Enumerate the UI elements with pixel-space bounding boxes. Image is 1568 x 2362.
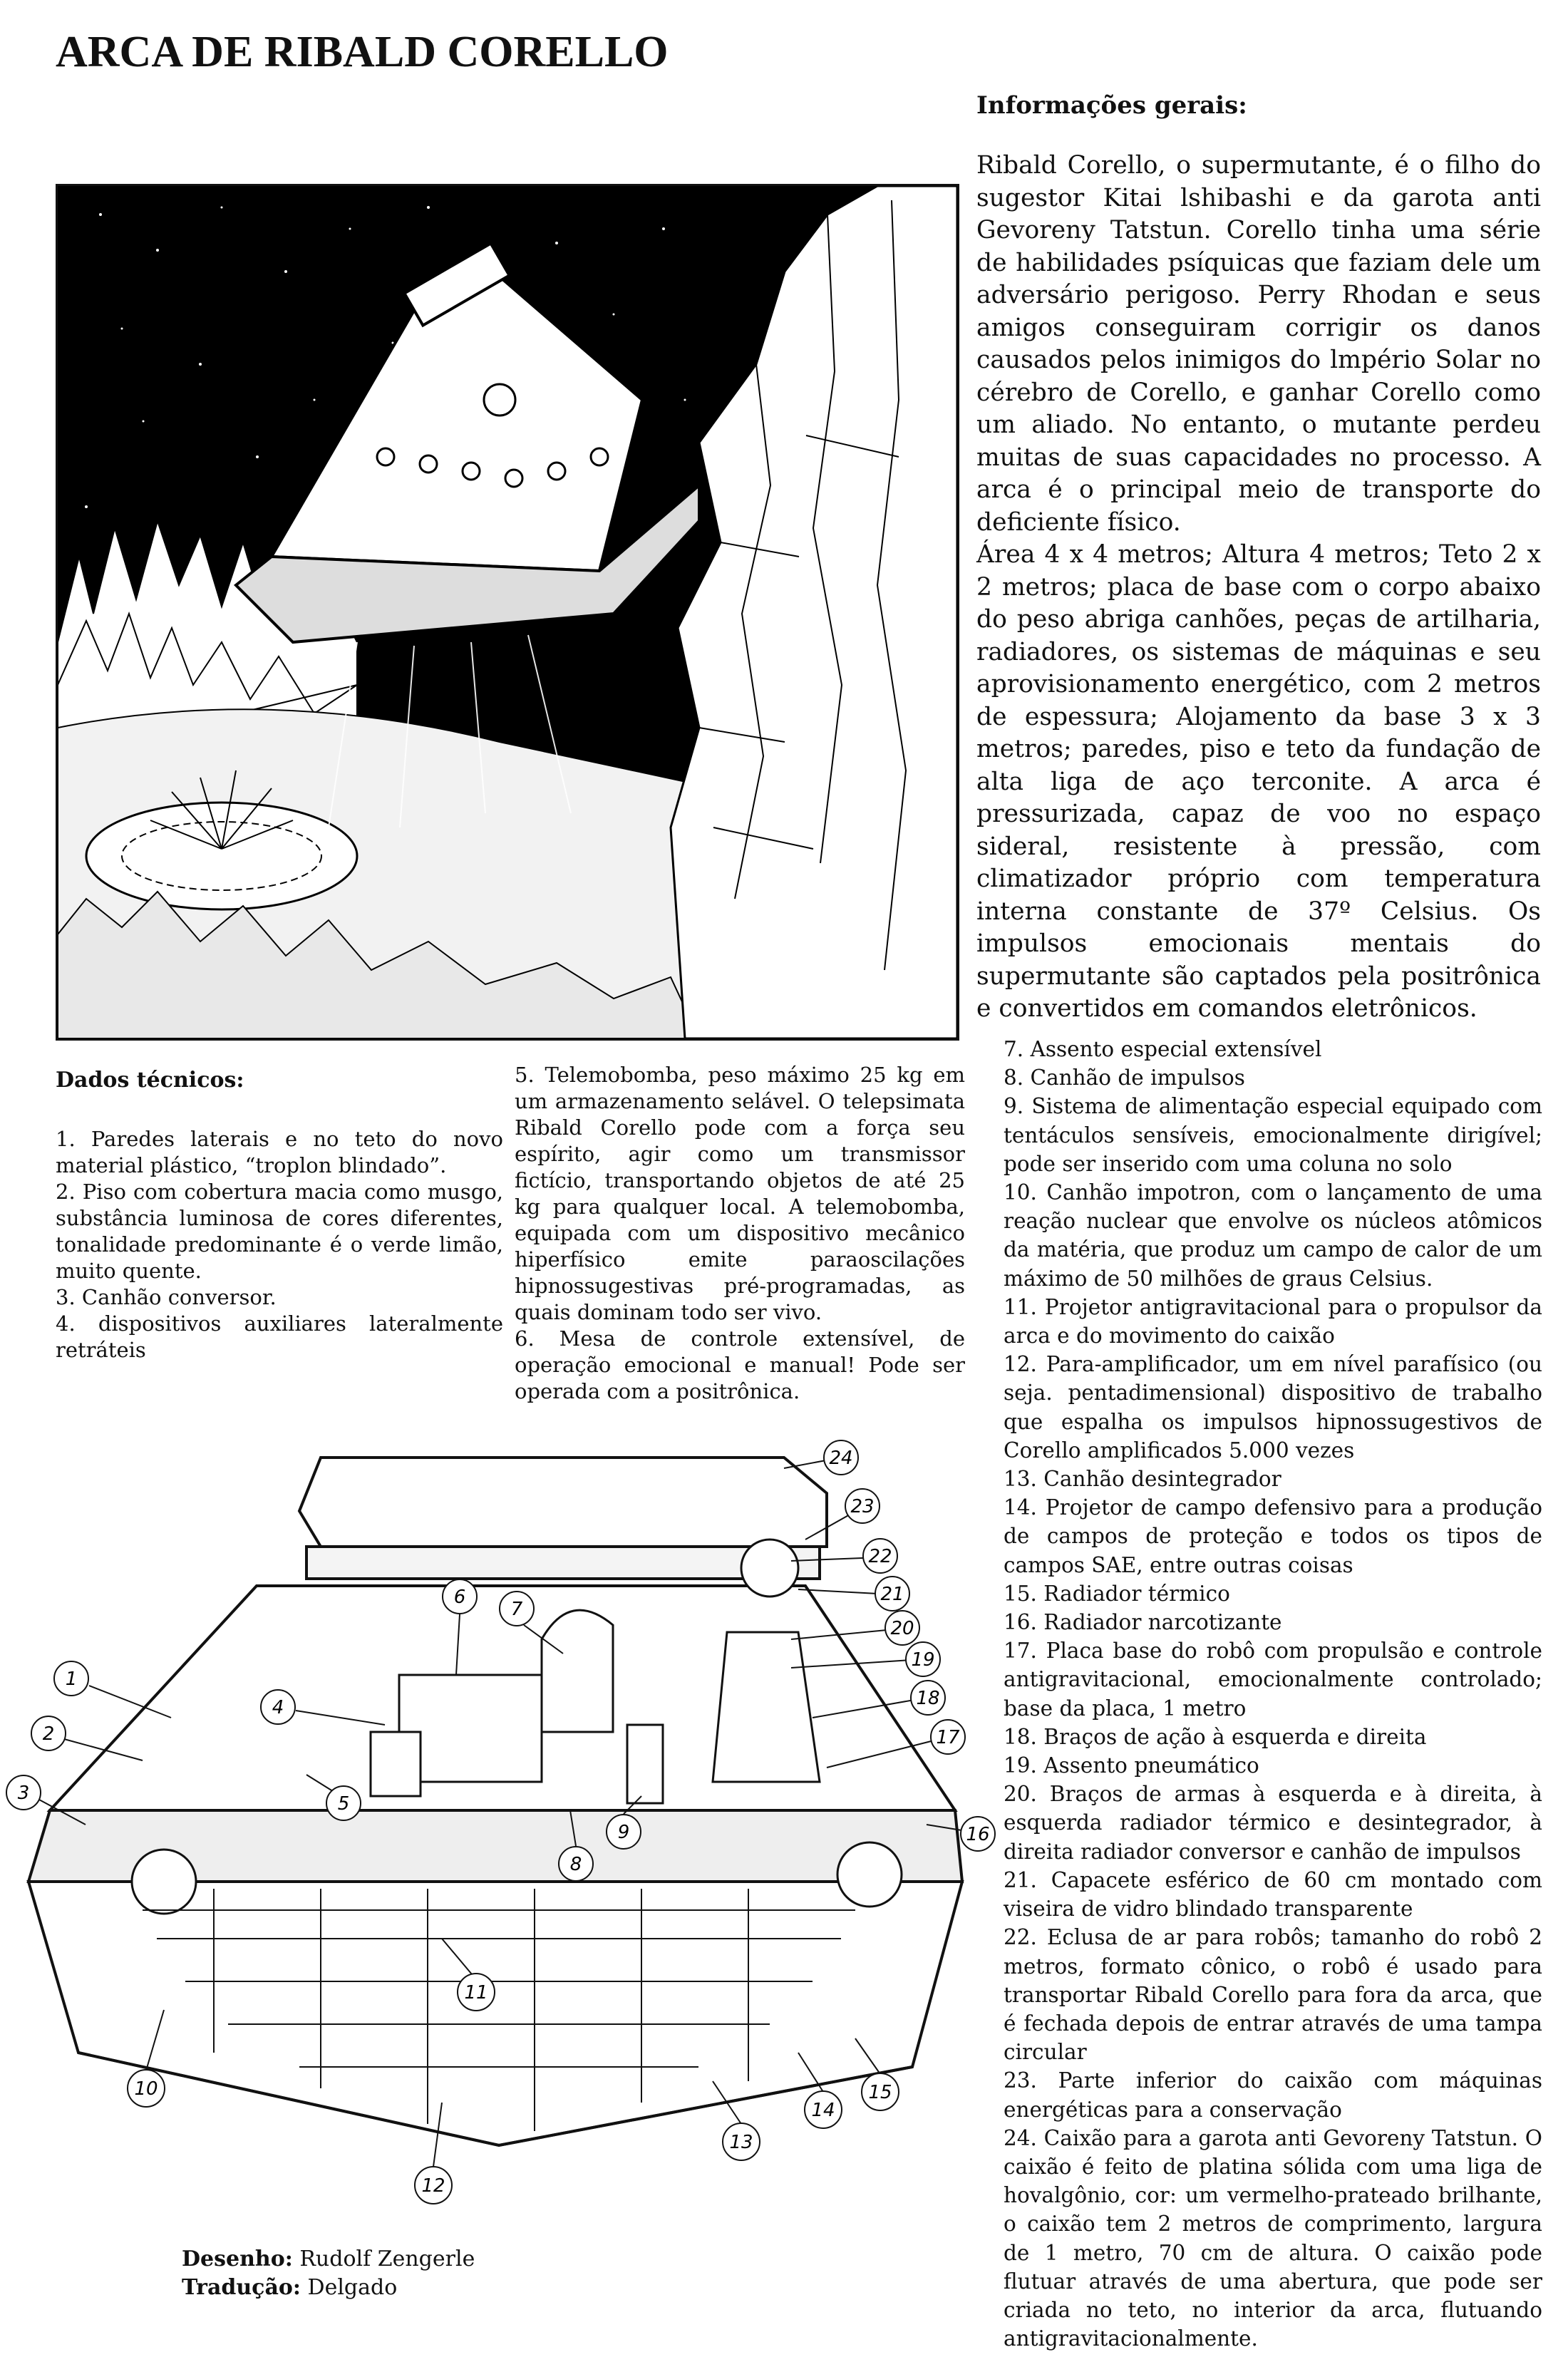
svg-text:9: 9 — [617, 1822, 630, 1843]
svg-text:2: 2 — [42, 1723, 55, 1745]
technical-item: 1. Paredes laterais e no teto do novo material plástico, “troplon blindado”. — [56, 1127, 503, 1177]
technical-item: 19. Assento pneumático — [1004, 1753, 1259, 1778]
callout-13 — [723, 2123, 760, 2160]
callout-20 — [885, 1611, 919, 1645]
callout-5 — [326, 1786, 361, 1820]
technical-item: 5. Telemobomba, peso máximo 25 kg em um armazenamento selável. O telepsimata Ribald Corello pode com a força seu espírito, agir como um transmissor fictício, transportando objetos de até 25 kg para qualquer local. A telemobomba, equipada com um dispositivo mecânico hiperfísico emite paraoscilações hipnossugestivas pré-programadas, as quais dominam todo ser vivo. — [515, 1063, 965, 1324]
callout-23 — [845, 1489, 880, 1523]
callout-4 — [261, 1690, 295, 1724]
technical-item: 13. Canhão desintegrador — [1004, 1467, 1281, 1492]
general-info-paragraph: Área 4 x 4 metros; Altura 4 metros; Teto 2 x 2 metros; placa de base com o corpo abaixo do peso abriga canhões, peças de artilharia, radiadores, os sistemas de máquinas e seu aprovisionamento energético, com 2 metros de espessura; Alojamento da base 3 x 3 metros; paredes, piso e teto da fundação de alta liga de aço terconite. A arca é pressurizada, capaz de voo no espaço sideral, resistente à pressão, com climatizador próprio com temperatura interna constante de 37º Celsius. Os impulsos emocionais mentais do supermutante são captados pela positrônica e convertidos em comandos eletrônicos. — [976, 540, 1541, 1023]
callout-1 — [54, 1661, 88, 1696]
svg-text:16: 16 — [966, 1824, 990, 1845]
ark-cutaway-outline — [29, 1458, 962, 2145]
credit-translation-value: Delgado — [307, 2275, 398, 2300]
technical-item: 9. Sistema de alimentação especial equipado com tentáculos sensíveis, emocionalmente dirigível; pode ser inserido com uma coluna no solo — [1004, 1094, 1542, 1176]
svg-text:20: 20 — [890, 1618, 914, 1639]
page-title: ARCA DE RIBALD CORELLO — [56, 28, 669, 76]
ark-illustration-drawing — [58, 186, 957, 1038]
technical-item: 23. Parte inferior do caixão com máquinas energéticas para a conservação — [1004, 2068, 1542, 2122]
credit-drawing — [182, 2245, 475, 2274]
svg-text:11: 11 — [464, 1982, 488, 2003]
callout-22 — [863, 1539, 897, 1573]
callout-7 — [500, 1592, 534, 1626]
callout-14 — [805, 2091, 842, 2128]
callout-3 — [6, 1775, 41, 1810]
svg-text:8: 8 — [569, 1854, 582, 1875]
technical-item: 12. Para-amplificador, um em nível parafísico (ou seja. pentadimensional) dispositivo de trabalho que espalha os impulsos hipnossugestivos de Corello amplificados 5.000 vezes — [1004, 1352, 1542, 1463]
svg-text:22: 22 — [868, 1546, 892, 1567]
technical-item: 16. Radiador narcotizante — [1004, 1610, 1282, 1635]
svg-text:5: 5 — [337, 1793, 350, 1815]
technical-item: 18. Braços de ação à esquerda e direita — [1004, 1724, 1427, 1749]
technical-column-3 — [1004, 1035, 1542, 2353]
callout-12 — [415, 2167, 452, 2204]
technical-item: 15. Radiador térmico — [1004, 1581, 1230, 1606]
general-info-body — [976, 150, 1541, 1026]
cutaway-diagram-drawing — [0, 1425, 998, 2224]
svg-text:12: 12 — [421, 2175, 445, 2197]
credits — [182, 2245, 475, 2302]
general-info-paragraph: Ribald Corello, o supermutante, é o filho do sugestor Kitai lshibashi e da garota anti Gevoreny Tatstun. Corello tinha uma série de habilidades psíquicas que faziam dele um adversário perigoso. Perry Rhodan e seus amigos conseguiram corrigir os danos causados pelos inimigos do lmpério Solar no cérebro de Corello, e ganhar Corello como um aliado. No entanto, o mutante perdeu muitas de suas capacidades no processo. A arca é o principal meio de transporte do deficiente físico. — [976, 151, 1541, 537]
technical-item: 22. Eclusa de ar para robôs; tamanho do robô 2 metros, formato cônico, o robô é usado para transportar Ribald Corello para fora da arca, que é fechada depois de entrar através de uma tampa circular — [1004, 1925, 1542, 2065]
callout-8 — [559, 1847, 593, 1881]
general-info-heading: Informações gerais: — [976, 91, 1247, 120]
svg-text:7: 7 — [510, 1599, 523, 1620]
technical-data-heading: Dados técnicos: — [56, 1068, 244, 1093]
svg-text:3: 3 — [17, 1783, 30, 1804]
svg-text:21: 21 — [880, 1584, 904, 1605]
credit-drawing-label: Desenho: — [182, 2247, 293, 2271]
callout-21 — [875, 1577, 909, 1611]
callout-24 — [824, 1440, 858, 1475]
technical-column-2 — [515, 1062, 965, 1405]
svg-text:23: 23 — [850, 1496, 875, 1517]
callout-17 — [931, 1720, 965, 1754]
callout-10 — [128, 2070, 165, 2107]
credit-translation-label: Tradução: — [182, 2275, 301, 2300]
cutaway-diagram — [0, 1425, 998, 2224]
callout-19 — [906, 1642, 940, 1676]
credit-translation — [182, 2274, 475, 2302]
technical-item: 20. Braços de armas à esquerda e à direita, à esquerda radiador térmico e desintegrador, à direita radiador conversor e canhão de impulsos — [1004, 1782, 1542, 1864]
callout-11 — [458, 1974, 495, 2011]
svg-text:4: 4 — [272, 1697, 284, 1718]
technical-item: 24. Caixão para a garota anti Gevoreny Tatstun. O caixão é feito de platina sólida com uma liga de hovalgônio, cor: um vermelho-prateado brilhante, o caixão tem 2 metros de comprimento, largura de 1 metro, 70 cm de altura. O caixão pode flutuar através de uma abertura, que pode ser criada no teto, no interior da arca, flutuando antigravitacionalmente. — [1004, 2125, 1542, 2351]
svg-text:13: 13 — [729, 2132, 753, 2153]
callout-6 — [443, 1579, 477, 1614]
svg-text:6: 6 — [453, 1587, 466, 1608]
svg-text:19: 19 — [911, 1649, 935, 1671]
technical-item: 11. Projetor antigravitacional para o propulsor da arca e do movimento do caixão — [1004, 1294, 1542, 1348]
callout-15 — [862, 2073, 899, 2110]
svg-text:24: 24 — [829, 1448, 853, 1469]
svg-text:14: 14 — [811, 2100, 835, 2121]
callout-18 — [911, 1681, 945, 1715]
svg-text:10: 10 — [134, 2078, 158, 2100]
ark-illustration — [56, 184, 959, 1041]
technical-item: 6. Mesa de controle extensível, de operação emocional e manual! Pode ser operada com a positrônica. — [515, 1326, 965, 1403]
technical-item: 4. dispositivos auxiliares lateralmente retráteis — [56, 1311, 503, 1362]
svg-text:18: 18 — [916, 1688, 940, 1709]
svg-text:15: 15 — [868, 2082, 892, 2103]
technical-item: 3. Canhão conversor. — [56, 1285, 277, 1309]
callout-2 — [31, 1716, 66, 1750]
technical-column-1 — [56, 1126, 503, 1363]
callout-9 — [607, 1815, 641, 1849]
svg-text:1: 1 — [65, 1669, 78, 1690]
technical-item: 14. Projetor de campo defensivo para a produção de campos de proteção e todos os tipos de campos SAE, entre outras coisas — [1004, 1495, 1542, 1577]
technical-item: 21. Capacete esférico de 60 cm montado com viseira de vidro blindado transparente — [1004, 1867, 1542, 1922]
credit-drawing-value: Rudolf Zengerle — [299, 2247, 475, 2271]
technical-item: 2. Piso com cobertura macia como musgo, substância luminosa de cores diferentes, tonalidade predominante é o verde limão, muito quente. — [56, 1180, 503, 1283]
svg-text:17: 17 — [936, 1727, 960, 1748]
technical-item: 17. Placa base do robô com propulsão e controle antigravitacional, emocionalmente controlado; base da placa, 1 metro — [1004, 1639, 1542, 1721]
technical-item: 10. Canhão impotron, com o lançamento de uma reação nuclear que envolve os núcleos atômicos da matéria, que produz um campo de calor de um máximo de 50 milhões de graus Celsius. — [1004, 1180, 1542, 1291]
technical-item: 7. Assento especial extensível — [1004, 1037, 1322, 1061]
callout-16 — [961, 1817, 995, 1851]
technical-item: 8. Canhão de impulsos — [1004, 1066, 1245, 1090]
